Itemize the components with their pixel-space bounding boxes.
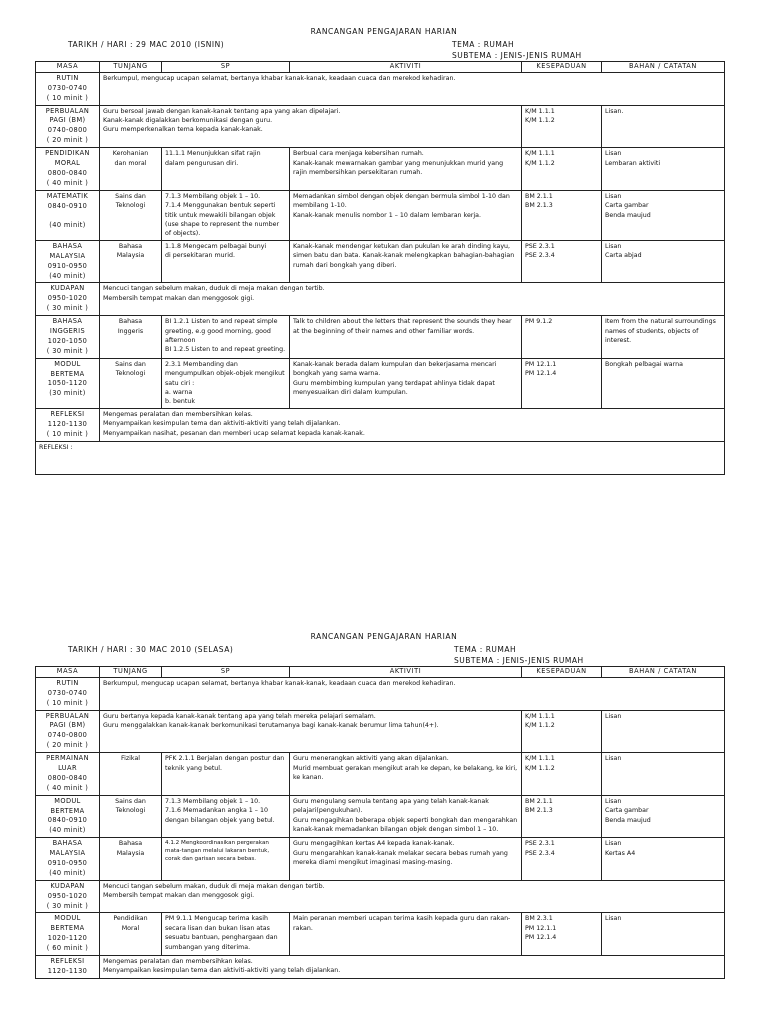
masa-cell (36, 408, 100, 441)
bahan-item: Lisan (605, 797, 622, 805)
kesepaduan-code: BM 2.1.1 (525, 192, 553, 200)
tunjang-text: Kerohanian (112, 150, 149, 158)
bahan-cell (602, 240, 725, 283)
activity-text: Guru mengagihkan kertas A4 kepada kanak-kanak. (293, 840, 455, 848)
activity-text: Murid membuat gerakan mengikut arah ke depan, ke belakang, ke kiri, ke kanan. (293, 764, 518, 781)
merged-activity-cell (100, 72, 725, 105)
masa-cell (36, 72, 100, 105)
bahan-cell (602, 358, 725, 408)
bahan-item: Benda maujud (605, 816, 651, 824)
masa-label: REFLEKSI (50, 957, 85, 966)
sp-text: 7.1.3 Membilang objek 1 – 10. (165, 192, 261, 200)
aktiviti-cell (290, 240, 522, 283)
table-row (36, 408, 725, 441)
plan-2-subtema: SUBTEMA : JENIS-JENIS RUMAH (454, 656, 584, 665)
masa-label: PENDIDIKAN (45, 149, 90, 158)
header-bahan: BAHAN / CATATAN (602, 62, 725, 73)
header-masa: MASA (36, 667, 100, 678)
kesepaduan-code: K/M 1.1.2 (525, 159, 555, 167)
bahan-item: Lisan (605, 915, 622, 923)
bahan-cell (602, 753, 725, 796)
masa-label: MODUL (54, 914, 81, 923)
bahan-item: Carta abjad (605, 252, 642, 260)
sp-cell (162, 795, 290, 838)
kesepaduan-cell (522, 710, 602, 753)
plan-2-tarikh: TARIKH / HARI : 30 MAC 2010 (SELASA) (68, 645, 234, 654)
sp-text: 4.1.2 Mengkoordinasikan pergerakan mata-tangan melalui lakaran bentuk, corak dan garisan secara bebas. (165, 840, 270, 863)
sp-text: 7.1.3 Membilang objek 1 – 10. (165, 797, 261, 805)
tunjang-text: Fizikal (120, 755, 141, 763)
sp-text: 7.1.4 Menggunakan bentuk seperti titik untuk mewakili bilangan objek (use shape to represent the number of objects). (165, 202, 280, 238)
masa-cell (36, 838, 100, 881)
masa-time: 1120-1130 (47, 966, 88, 975)
activity-text: Kanak-kanak mendengar ketukan dan pukulan ke arah dinding kayu, simen batu dan bata. Kanak-kanak melengkapkan bahagian-bahagian rumah dari bongkah yang diberi. (293, 242, 515, 269)
bahan-cell (602, 316, 725, 359)
masa-time: 0730-0740 (47, 83, 88, 92)
masa-label: INGGERIS (49, 327, 86, 335)
kesepaduan-cell (522, 358, 602, 408)
activity-text: Mengemas peralatan dan membersihkan kelas. (103, 958, 253, 966)
masa-label: MATEMATIK (46, 191, 89, 200)
kesepaduan-cell (522, 148, 602, 191)
masa-duration: ( 10 minit ) (46, 429, 89, 438)
merged-activity-cell (100, 710, 522, 753)
header-masa: MASA (36, 62, 100, 73)
sp-cell (162, 753, 290, 796)
activity-text: Menyampaikan nasihat, pesanan dan memberi ucap selamat kepada kanak-kanak. (103, 429, 365, 437)
bahan-cell (602, 710, 725, 753)
masa-time: 1050-1120 (47, 379, 88, 388)
sp-cell (162, 316, 290, 359)
sp-text: dalam pengurusan diri. (165, 159, 239, 167)
tunjang-cell (100, 838, 162, 881)
masa-label: MODUL (54, 359, 81, 368)
plan-1-subtema: SUBTEMA : JENIS-JENIS RUMAH (452, 51, 582, 60)
masa-cell (36, 880, 100, 913)
table-row (36, 795, 725, 838)
table-row (36, 677, 725, 710)
plan-2-title: RANCANGAN PENGAJARAN HARIAN (310, 632, 458, 641)
activity-text: Memadankan simbol dengan objek dengan bermula simbol 1-10 dan membilang 1-10. (293, 192, 510, 210)
plan-1-tarikh: TARIKH / HARI : 29 MAC 2010 (ISNIN) (68, 40, 225, 49)
masa-time: 0840-0910 (47, 201, 88, 210)
table-row (36, 148, 725, 191)
table-header-row (36, 62, 725, 73)
masa-time: 1120-1130 (47, 419, 88, 428)
masa-cell (36, 956, 100, 979)
masa-duration: ( 30 minit ) (46, 901, 89, 910)
masa-time: 0740-0800 (47, 731, 88, 740)
masa-duration: ( 30 minit ) (46, 304, 89, 313)
sp-text: b. bentuk (165, 398, 195, 406)
tunjang-text: Inggeris (117, 327, 144, 335)
header-bahan: BAHAN / CATATAN (602, 667, 725, 678)
tunjang-text: Malaysia (116, 849, 145, 857)
aktiviti-cell (290, 838, 522, 881)
merged-activity-cell (100, 880, 725, 913)
masa-time: 1020-1050 (47, 336, 88, 345)
sp-text: BI 1.2.5 Listen to and repeat greeting. (165, 346, 286, 354)
masa-cell (36, 710, 100, 753)
masa-label: PAGI (BM) (49, 116, 86, 125)
activity-text: Mencuci tangan sebelum makan, duduk di meja makan dengan tertib. (103, 285, 325, 293)
tunjang-cell (100, 316, 162, 359)
activity-text: Kanak-kanak berada dalam kumpulan dan bekerjasama mencari bongkah yang sama warna. (293, 360, 497, 378)
header-sp: SP (162, 62, 290, 73)
sp-cell (162, 838, 290, 881)
masa-time: 0730-0740 (47, 688, 88, 697)
kesepaduan-cell (522, 795, 602, 838)
activity-text: Kanak-kanak mewarnakan gambar yang menunjukkan murid yang rajin membersihkan persekitaran rumah. (293, 159, 504, 176)
tunjang-cell (100, 148, 162, 191)
header-aktiviti: AKTIVITI (290, 667, 522, 678)
masa-label: MODUL (54, 796, 81, 805)
tunjang-text: Bahasa (118, 318, 143, 326)
sp-cell (162, 190, 290, 240)
kesepaduan-code: PM 12.1.4 (525, 370, 557, 378)
table-row (36, 316, 725, 359)
bahan-item: Lisan (605, 242, 622, 250)
masa-time: 0950-1020 (47, 891, 88, 900)
merged-activity-cell (100, 408, 725, 441)
bahan-cell (602, 105, 725, 148)
kesepaduan-code: PM 9.1.2 (525, 318, 553, 326)
masa-duration: ( 40 minit ) (46, 178, 89, 187)
merged-activity-cell (100, 105, 522, 148)
kesepaduan-cell (522, 316, 602, 359)
aktiviti-cell (290, 148, 522, 191)
activity-text: Menyampaikan kesimpulan tema dan aktiviti-aktiviti yang telah dijalankan. (103, 420, 341, 428)
tunjang-cell (100, 358, 162, 408)
table-row (36, 913, 725, 956)
masa-label: RUTIN (56, 73, 79, 82)
masa-duration: ( 40 minit ) (46, 783, 89, 792)
table-row (36, 880, 725, 913)
kesepaduan-code: PSE 2.3.4 (525, 252, 555, 260)
table-header-row (36, 667, 725, 678)
masa-cell (36, 240, 100, 283)
kesepaduan-code: K/M 1.1.1 (525, 150, 555, 158)
masa-duration: ( 10 minit ) (46, 93, 89, 102)
tunjang-cell (100, 240, 162, 283)
tunjang-cell (100, 753, 162, 796)
bahan-item: Lisan (605, 712, 622, 720)
masa-time: 0800-0840 (47, 168, 88, 177)
header-tunjang: TUNJANG (100, 62, 162, 73)
kesepaduan-code: PSE 2.3.1 (525, 840, 555, 848)
masa-time: 0910-0950 (47, 261, 88, 270)
activity-text: Guru mengagihkan beberapa objek seperti bongkah dan mengarahkan kanak-kanak memadankan bilangan objek dengan simbol 1 – 10. (293, 816, 518, 833)
bahan-cell (602, 913, 725, 956)
activity-text: Guru membimbing kumpulan yang terdapat ahlinya tidak dapat menyesuaikan diri dalam kumpulan. (293, 379, 495, 396)
masa-label: BAHASA (52, 839, 83, 848)
bahan-item: Carta gambar (605, 807, 649, 815)
masa-spacer (39, 211, 96, 221)
masa-label: MALAYSIA (49, 849, 86, 858)
kesepaduan-code: BM 2.1.1 (525, 797, 553, 805)
activity-text: Berkumpul, mengucap ucapan selamat, bertanya khabar kanak-kanak, keadaan cuaca dan merekod kehadiran. (103, 74, 456, 82)
masa-label: PERBUALAN (45, 711, 90, 720)
masa-duration: (40 minit) (49, 868, 86, 877)
masa-label: KUDAPAN (50, 284, 85, 293)
merged-activity-cell (100, 283, 725, 316)
table-row (36, 283, 725, 316)
bahan-item: Lisan (605, 192, 622, 200)
bahan-item: Benda maujud (605, 211, 651, 219)
masa-time: 0740-0800 (47, 126, 88, 135)
table-row (36, 72, 725, 105)
kesepaduan-code: K/M 1.1.1 (525, 712, 555, 720)
aktiviti-cell (290, 913, 522, 956)
bahan-item: Lisan. (605, 107, 624, 115)
activity-text: Guru bersoal jawab dengan kanak-kanak tentang apa yang akan dipelajari. (103, 107, 341, 115)
masa-duration: ( 30 minit ) (46, 346, 89, 355)
activity-text: Guru bertanya kepada kanak-kanak tentang apa yang telah mereka pelajari semalam. (103, 712, 376, 720)
kesepaduan-cell (522, 190, 602, 240)
sp-text: 2.3.1 Membanding dan mengumpulkan objek-objek mengikut satu ciri : (165, 360, 285, 387)
sp-text: PFK 2.1.1 Berjalan dengan postur dan teknik yang betul. (165, 755, 285, 772)
tunjang-text: Sains dan (115, 192, 146, 200)
kesepaduan-code: PM 12.1.1 (525, 924, 557, 932)
table-row (36, 190, 725, 240)
aktiviti-cell (290, 753, 522, 796)
bahan-item: Item from the natural surroundings names of students, objects of interest. (605, 318, 716, 344)
plan-2-table (35, 666, 725, 979)
kesepaduan-code: K/M 1.1.1 (525, 755, 555, 763)
bahan-cell (602, 795, 725, 838)
masa-duration: (30 minit) (49, 389, 86, 398)
plan-1-tema: TEMA : RUMAH (452, 40, 515, 49)
plan-2-tema: TEMA : RUMAH (454, 645, 517, 654)
kesepaduan-code: PSE 2.3.1 (525, 242, 555, 250)
activity-text: Talk to children about the letters that represent the sounds they hear at the beginning of their names and other familiar words. (293, 318, 512, 335)
masa-cell (36, 753, 100, 796)
masa-label: BAHASA (52, 317, 83, 326)
kesepaduan-code: PSE 2.3.4 (525, 849, 555, 857)
refleksi-cell (36, 441, 725, 474)
masa-label: BAHASA (52, 241, 83, 250)
tunjang-text: Teknologi (115, 202, 146, 210)
kesepaduan-code: BM 2.1.3 (525, 202, 553, 210)
masa-label: BERTEMA (50, 806, 85, 815)
table-row (36, 956, 725, 979)
masa-cell (36, 283, 100, 316)
kesepaduan-cell (522, 105, 602, 148)
aktiviti-cell (290, 795, 522, 838)
activity-text: Berbual cara menjaga kebersihan rumah. (293, 150, 424, 158)
kesepaduan-code: K/M 1.1.1 (525, 107, 555, 115)
sp-text: PM 9.1.1 Mengucap terima kasih secara lisan dan bukan lisan atas sesuatu bantuan, penghargaan dan sumbangan yang diterima. (165, 915, 278, 951)
kesepaduan-cell (522, 753, 602, 796)
kesepaduan-code: K/M 1.1.2 (525, 764, 555, 772)
masa-time: 0840-0910 (47, 816, 88, 825)
masa-duration: ( 10 minit ) (46, 698, 89, 707)
activity-text: Kanak-kanak menulis nombor 1 – 10 dalam lembaran kerja. (293, 211, 482, 219)
kesepaduan-code: PM 12.1.4 (525, 934, 557, 942)
masa-time: 0950-1020 (47, 294, 88, 303)
bahan-item: Lembaran aktiviti (605, 159, 661, 167)
masa-duration: (40 minit) (49, 271, 86, 280)
bahan-cell (602, 190, 725, 240)
activity-text: Guru mengarahkan kanak-kanak melakar secara bebas rumah yang mereka diami mengikut imaginasi masing-masing. (293, 849, 508, 867)
header-tunjang: TUNJANG (100, 667, 162, 678)
table-row (36, 105, 725, 148)
kesepaduan-code: K/M 1.1.2 (525, 722, 555, 729)
plan-1-table (35, 61, 725, 475)
masa-time: 0910-0950 (47, 859, 88, 868)
aktiviti-cell (290, 316, 522, 359)
kesepaduan-cell (522, 913, 602, 956)
masa-cell (36, 316, 100, 359)
refleksi-row (36, 441, 725, 474)
sp-cell (162, 240, 290, 283)
bahan-item: Lisan (605, 150, 622, 158)
masa-cell (36, 677, 100, 710)
tunjang-text: dan moral (114, 159, 147, 167)
bahan-item: Kertas A4 (605, 849, 636, 857)
tunjang-text: Malaysia (116, 252, 145, 260)
bahan-cell (602, 148, 725, 191)
bahan-item: Bongkah pelbagai warna (605, 360, 683, 368)
kesepaduan-code: K/M 1.1.2 (525, 117, 555, 124)
masa-label: KUDAPAN (50, 881, 85, 890)
masa-label: REFLEKSI (50, 409, 85, 418)
tunjang-text: Sains dan (115, 360, 146, 368)
tunjang-text: Teknologi (115, 370, 146, 378)
activity-text: Main peranan memberi ucapan terima kasih kepada guru dan rakan-rakan. (293, 915, 511, 932)
tunjang-cell (100, 190, 162, 240)
masa-label: BERTEMA (50, 924, 85, 933)
aktiviti-cell (290, 358, 522, 408)
header-aktiviti: AKTIVITI (290, 62, 522, 73)
masa-cell (36, 105, 100, 148)
table-row (36, 710, 725, 753)
kesepaduan-code: BM 2.3.1 (525, 915, 553, 923)
sp-cell (162, 148, 290, 191)
masa-cell (36, 190, 100, 240)
activity-text: Mengemas peralatan dan membersihkan kelas. (103, 410, 253, 418)
sp-text: 7.1.6 Memadankan angka 1 – 10 dengan bilangan objek yang betul. (165, 807, 275, 824)
table-row (36, 358, 725, 408)
tunjang-text: Bahasa (118, 242, 143, 250)
tunjang-text: Pendidikan (113, 915, 148, 923)
sp-cell (162, 358, 290, 408)
tunjang-cell (100, 913, 162, 956)
kesepaduan-code: BM 2.1.3 (525, 807, 553, 815)
masa-label: LUAR (58, 764, 77, 773)
activity-text: Mencuci tangan sebelum makan, duduk di meja makan dengan tertib. (103, 882, 325, 890)
activity-text: Membersih tempat makan dan menggosok gigi. (103, 892, 255, 900)
kesepaduan-cell (522, 838, 602, 881)
activity-text: Guru menggalakkan kanak-kanak berkomunikasi terutamanya bagi kanak-kanak berumur lima tahun(4+). (103, 722, 439, 729)
masa-duration: ( 20 minit ) (46, 136, 89, 145)
activity-text: Membersih tempat makan dan menggosok gigi. (103, 294, 255, 302)
tunjang-text: Moral (121, 924, 140, 932)
bahan-item: Carta gambar (605, 202, 649, 210)
masa-cell (36, 148, 100, 191)
masa-label: RUTIN (56, 678, 79, 687)
table-row (36, 240, 725, 283)
sp-text: 11.1.1 Menunjukkan sifat rajin (165, 150, 261, 158)
refleksi-label: REFLEKSI : (39, 443, 73, 451)
sp-text: BI 1.2.1 Listen to and repeat simple greeting, e.g good morning, good afternoon (165, 318, 278, 344)
tunjang-cell (100, 795, 162, 838)
masa-duration: ( 20 minit ) (46, 741, 89, 750)
tunjang-text: Teknologi (115, 807, 146, 815)
activity-text: Guru menerangkan aktiviti yang akan dijalankan. (293, 755, 449, 763)
masa-cell (36, 913, 100, 956)
masa-duration: (40 minit) (49, 826, 86, 835)
masa-label: MORAL (54, 159, 81, 168)
header-kesepaduan: KESEPADUAN (522, 667, 602, 678)
header-kesepaduan: KESEPADUAN (522, 62, 602, 73)
masa-duration: ( 60 minit ) (46, 944, 89, 953)
masa-time: 0800-0840 (47, 773, 88, 782)
sp-cell (162, 913, 290, 956)
kesepaduan-cell (522, 240, 602, 283)
masa-label: MALAYSIA (49, 251, 86, 260)
activity-text: Menyampaikan kesimpulan tema dan aktiviti-aktiviti yang telah dijalankan. (103, 967, 341, 975)
activity-text: Guru memperkenalkan tema kepada kanak-kanak. (103, 126, 263, 134)
bahan-cell (602, 838, 725, 881)
masa-cell (36, 795, 100, 838)
activity-text: Kanak-kanak digalakkan berkomunikasi dengan guru. (103, 117, 273, 124)
bahan-item: Lisan (605, 840, 622, 848)
merged-activity-cell (100, 677, 725, 710)
table-row (36, 753, 725, 796)
tunjang-text: Bahasa (118, 840, 143, 848)
masa-cell (36, 358, 100, 408)
bahan-item: Lisan (605, 755, 622, 763)
header-sp: SP (162, 667, 290, 678)
sp-text: di persekitaran murid. (165, 252, 235, 260)
plan-1-title: RANCANGAN PENGAJARAN HARIAN (310, 27, 458, 36)
masa-label: PERMAINAN (46, 754, 89, 763)
merged-activity-cell (100, 956, 725, 979)
masa-time: 1020-1120 (47, 934, 88, 943)
masa-label: PAGI (BM) (49, 721, 86, 730)
masa-label: BERTEMA (50, 369, 85, 378)
masa-duration: (40 minit) (49, 221, 86, 230)
activity-text: Guru mengulang semula tentang apa yang telah kanak-kanak pelajari(pengukuhan). (293, 797, 489, 815)
table-row (36, 838, 725, 881)
activity-text: Berkumpul, mengucap ucapan selamat, bertanya khabar kanak-kanak, keadaan cuaca dan merekod kehadiran. (103, 679, 456, 687)
masa-label: PERBUALAN (45, 106, 90, 115)
aktiviti-cell (290, 190, 522, 240)
kesepaduan-code: PM 12.1.1 (525, 360, 557, 368)
tunjang-text: Sains dan (115, 797, 146, 805)
sp-text: 1.1.8 Mengecam pelbagai bunyi (165, 242, 267, 250)
sp-text: a. warna (165, 388, 193, 396)
